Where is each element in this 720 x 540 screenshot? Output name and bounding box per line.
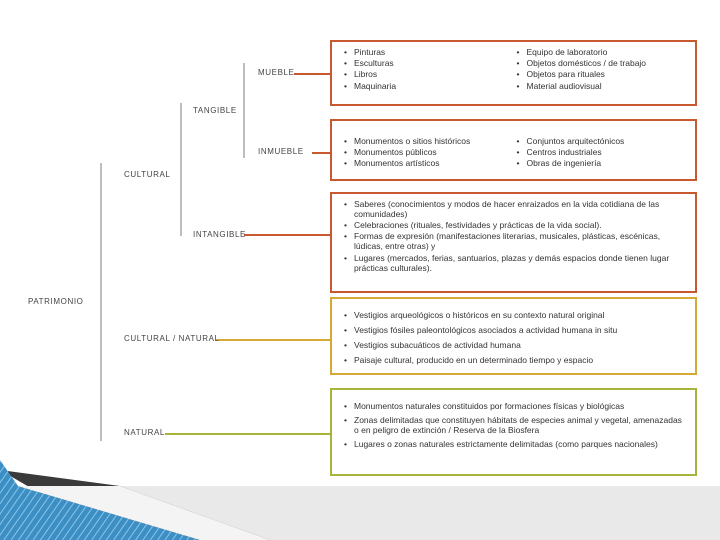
list-item: • Material audiovisual — [515, 81, 688, 91]
tangible-label: TANGIBLE — [193, 106, 237, 115]
inmueble-label: INMUEBLE — [258, 147, 304, 156]
list-item: • Centros industriales — [515, 147, 688, 157]
mueble-list-2 — [515, 47, 688, 92]
list-item: • Vestigios fósiles paleontológicos asociados a actividad humana in situ — [342, 325, 687, 335]
list-item: • Monumentos artísticos — [342, 158, 515, 168]
list-item: • Objetos para rituales — [515, 69, 688, 79]
list-item: • Equipo de laboratorio — [515, 47, 688, 57]
list-item: • Monumentos públicos — [342, 147, 515, 157]
mueble-connector — [294, 73, 330, 75]
list-item: • Pinturas — [342, 47, 515, 57]
cultural-natural-label: CULTURAL / NATURAL — [124, 334, 220, 343]
cultural-vertical-line — [180, 103, 182, 236]
list-item: • Conjuntos arquitectónicos — [515, 136, 688, 146]
patrimonio-label: PATRIMONIO — [28, 297, 84, 306]
intangible-connector — [244, 234, 330, 236]
tangible-vertical-line — [243, 63, 245, 158]
cultural-label: CULTURAL — [124, 170, 171, 179]
cultural-natural-list — [342, 310, 687, 365]
list-item: • Saberes (conocimientos y modos de hacer enraizados en la vida cotidiana de las comunidades) — [342, 199, 687, 219]
list-item: • Zonas delimitadas que constituyen hábitats de especies animal y vegetal, amenazadas o en peligro de extinción / Reserva de la Biosfera — [342, 415, 687, 435]
list-item: • Lugares o zonas naturales estrictamente delimitadas (como parques nacionales) — [342, 439, 687, 449]
list-item: • Lugares (mercados, ferias, santuarios, plazas y demás espacios donde tienen lugar prácticas culturales). — [342, 253, 687, 273]
natural-connector — [165, 433, 330, 435]
inmueble-list-2 — [515, 136, 688, 170]
mueble-label: MUEBLE — [258, 68, 295, 77]
cultural-natural-box — [330, 297, 697, 375]
mueble-box — [330, 40, 697, 106]
list-item: • Celebraciones (rituales, festividades y prácticas de la vida social). — [342, 220, 687, 230]
intangible-list — [342, 199, 687, 273]
list-item: • Libros — [342, 69, 515, 79]
list-item: • Paisaje cultural, producido en un determinado tiempo y espacio — [342, 355, 687, 365]
natural-label: NATURAL — [124, 428, 165, 437]
list-item: • Esculturas — [342, 58, 515, 68]
list-item: • Monumentos naturales constituidos por formaciones físicas y biológicas — [342, 401, 687, 411]
intangible-label: INTANGIBLE — [193, 230, 246, 239]
inmueble-box — [330, 119, 697, 181]
list-item: • Vestigios subacuáticos de actividad humana — [342, 340, 687, 350]
list-item: • Vestigios arqueológicos o históricos en su contexto natural original — [342, 310, 687, 320]
intangible-box — [330, 192, 697, 293]
inmueble-list-1 — [342, 136, 515, 170]
list-item: • Formas de expresión (manifestaciones literarias, musicales, plásticas, escénicas, lúdicas, entre otras) y — [342, 231, 687, 251]
cultural-natural-connector — [216, 339, 330, 341]
list-item: • Maquinaria — [342, 81, 515, 91]
list-item: • Obras de ingeniería — [515, 158, 688, 168]
root-vertical-line — [100, 163, 102, 441]
footer-decoration — [0, 440, 720, 540]
mueble-list-1 — [342, 47, 515, 92]
list-item: • Objetos domésticos / de trabajo — [515, 58, 688, 68]
inmueble-connector — [312, 152, 330, 154]
list-item: • Monumentos o sitios históricos — [342, 136, 515, 146]
